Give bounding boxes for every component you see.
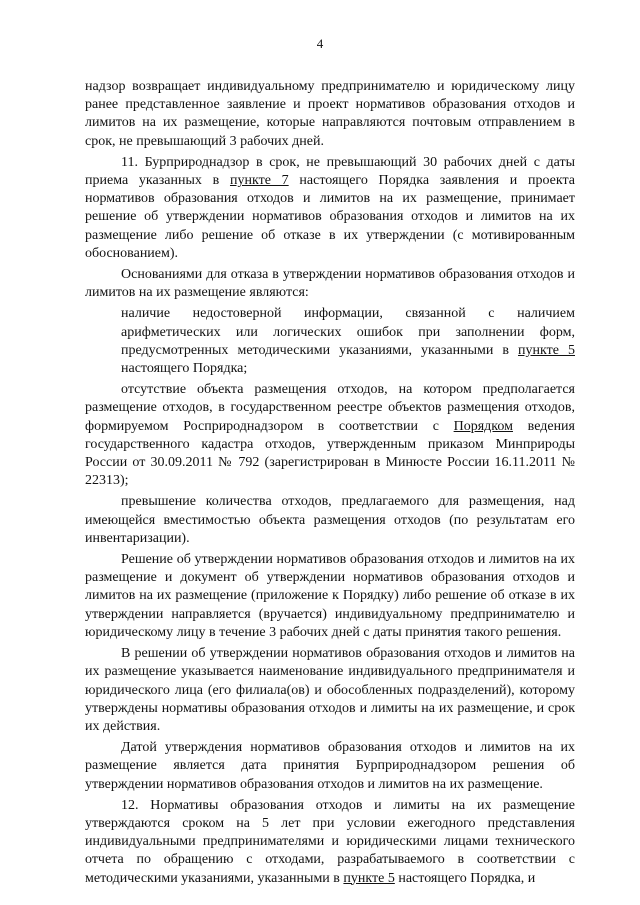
paragraph-approval-date [85,739,575,794]
link-punkt-5[interactable]: пункте 5 [518,342,575,358]
text-run: настоящего Порядка заявления и проекта нормативов образования отходов и лимитов на их размещение, принимает решение об утверждении нормативов образования отходов и лимитов на их размещение либо решение об отказе в их утверждении (с мотивированным обоснованием). [85,173,575,261]
paragraph-item-11 [85,154,575,263]
link-punkt-7[interactable]: пункте 7 [229,173,289,189]
text-run: превышение количества отходов, предлагаемого для размещения, над имеющейся вместимостью объекта размещения отходов (по результатам его инвентаризации). [85,494,575,546]
paragraph-decision-content [85,645,575,736]
text-run: Решение об утверждении нормативов образования отходов и лимитов на их размещение и документ об утверждении нормативов образования отходов и лимитов на их размещение (приложение к Порядку) либо решение об отказе в их утверждении направляется (вручается) индивидуальному предпринимателю и юридическому лицу в течение 3 рабочих дней с даты принятия такого решения. [85,552,575,640]
text-run: 12. Нормативы образования отходов и лимиты на их размещение утверждаются сроком на 5 лет при условии ежегодного представления индивидуальными предпринимателями и юридическими лицами технического отчета по обращению с отходами, разрабатываемого в соответствии с методическими указаниями, указанными в [85,797,575,886]
paragraph-ground-2 [85,381,575,490]
text-run: настоящего Порядка; [121,361,248,377]
link-poryadok[interactable]: Порядком [453,418,513,434]
paragraph-continuation [85,78,575,151]
text-run: В решении об утверждении нормативов образования отходов и лимитов на их размещение указывается наименование индивидуального предпринимателя и юридического лица (его филиала(ов) и обособленных подразделений), которому утверждены нормативы образования отходов и лимиты на их размещение, и срок их действия. [85,646,575,734]
text-run: отсутствие объекта размещения отходов, на котором предполагается размещение отходов, в государственном реестре объектов размещения отходов, формируемом Росприроднадзором в соответствии с [85,382,575,434]
text-run: настоящего Порядка, и [394,870,536,886]
text-run: Основаниями для отказа в утверждении нормативов образования отходов и лимитов на их размещение являются: [85,267,575,301]
paragraph-decision [85,551,575,642]
paragraph-grounds [85,266,575,302]
text-run: 11. Бурприроднадзор в срок, не превышающий 30 рабочих дней с даты приема указанных в [85,154,575,189]
paragraph-item-12 [85,797,575,888]
page-number: 4 [316,36,324,51]
text-run: наличие недостоверной информации, связанной с наличием арифметических или логических ошибок при заполнении форм, предусмотренных методическими указаниями, указанными в [121,306,575,358]
document-body [85,78,575,891]
paragraph-ground-3 [85,493,575,548]
text-run: надзор возвращает индивидуальному предпринимателю и юридическому лицу ранее представленное заявление и проект нормативов образования отходов и лимитов на их размещение, которые направляются почтовым отправлением в срок, не превышающий 3 рабочих дней. [85,79,575,149]
paragraph-ground-1 [121,305,575,378]
link-punkt-5[interactable]: пункте 5 [343,870,395,886]
text-run: Датой утверждения нормативов образования отходов и лимитов на их размещение является дата принятия Бурприроднадзором решения об утверждении нормативов образования отходов и лимитов на их размещение. [85,740,575,792]
text-run: ведения государственного кадастра отходов, утвержденным приказом Минприроды России от 30.09.2011 № 792 (зарегистрирован в Минюсте России 16.11.2011 № 22313); [85,418,575,489]
